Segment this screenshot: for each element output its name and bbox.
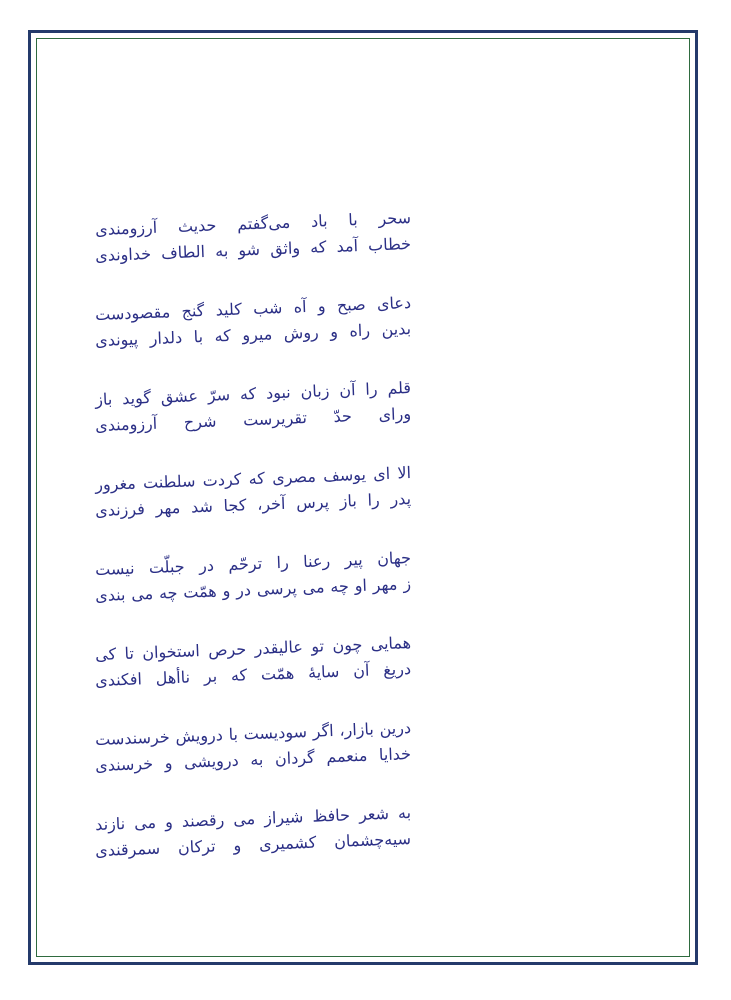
- verse-line: دعای صبح و آه شب کلید گنج مقصودست: [94, 293, 412, 325]
- stanza-3: [95, 375, 411, 460]
- stanza-7: [95, 715, 411, 800]
- verse-line: خطاب آمد که واثق شو به الطاف خداوندی: [94, 234, 412, 266]
- stanza-4: [95, 460, 411, 545]
- verse-line: پدر را باز پرس آخر، کجا شد مهر فرزندی: [94, 489, 412, 521]
- verse-line: سیه‌چشمان کشمیری و ترکان سمرقندی: [94, 829, 412, 861]
- verse-line: جهان پیر رعنا را ترحّم در جبلّت نیست: [94, 548, 412, 580]
- verse-line: ز مهر او چه می پرسی در و همّت چه می بندی: [94, 574, 412, 606]
- verse-line: درین بازار، اگر سودیست با درویش خرسندست: [94, 718, 412, 750]
- verse-line: ورای حدّ تقریرست شرح آرزومندی: [94, 404, 412, 436]
- verse-line: خدایا منعمم گردان به درویشی و خرسندی: [94, 744, 412, 776]
- verse-line: به شعر حافظ شیراز می رقصند و می نازند: [94, 803, 412, 835]
- verse-line: دریغ آن سایهٔ همّت که بر ناأهل افکندی: [94, 659, 412, 691]
- verse-line: همایی چون تو عالیقدر حرص استخوان تا کی: [94, 633, 412, 665]
- stanza-2: [95, 290, 411, 375]
- verse-line: الا ای یوسف مصری که کردت سلطنت مغرور: [94, 463, 412, 495]
- verse-line: قلم را آن زبان نبود که سرّ عشق گوید باز: [94, 378, 412, 410]
- stanza-8: [95, 800, 411, 885]
- poem-text: [95, 205, 411, 885]
- stanza-6: [95, 630, 411, 715]
- stanza-5: [95, 545, 411, 630]
- verse-line: سحر با باد می‌گفتم حدیث آرزومندی: [94, 208, 412, 240]
- stanza-1: [95, 205, 411, 290]
- verse-line: بدین راه و روش میرو که با دلدار پیوندی: [94, 319, 412, 351]
